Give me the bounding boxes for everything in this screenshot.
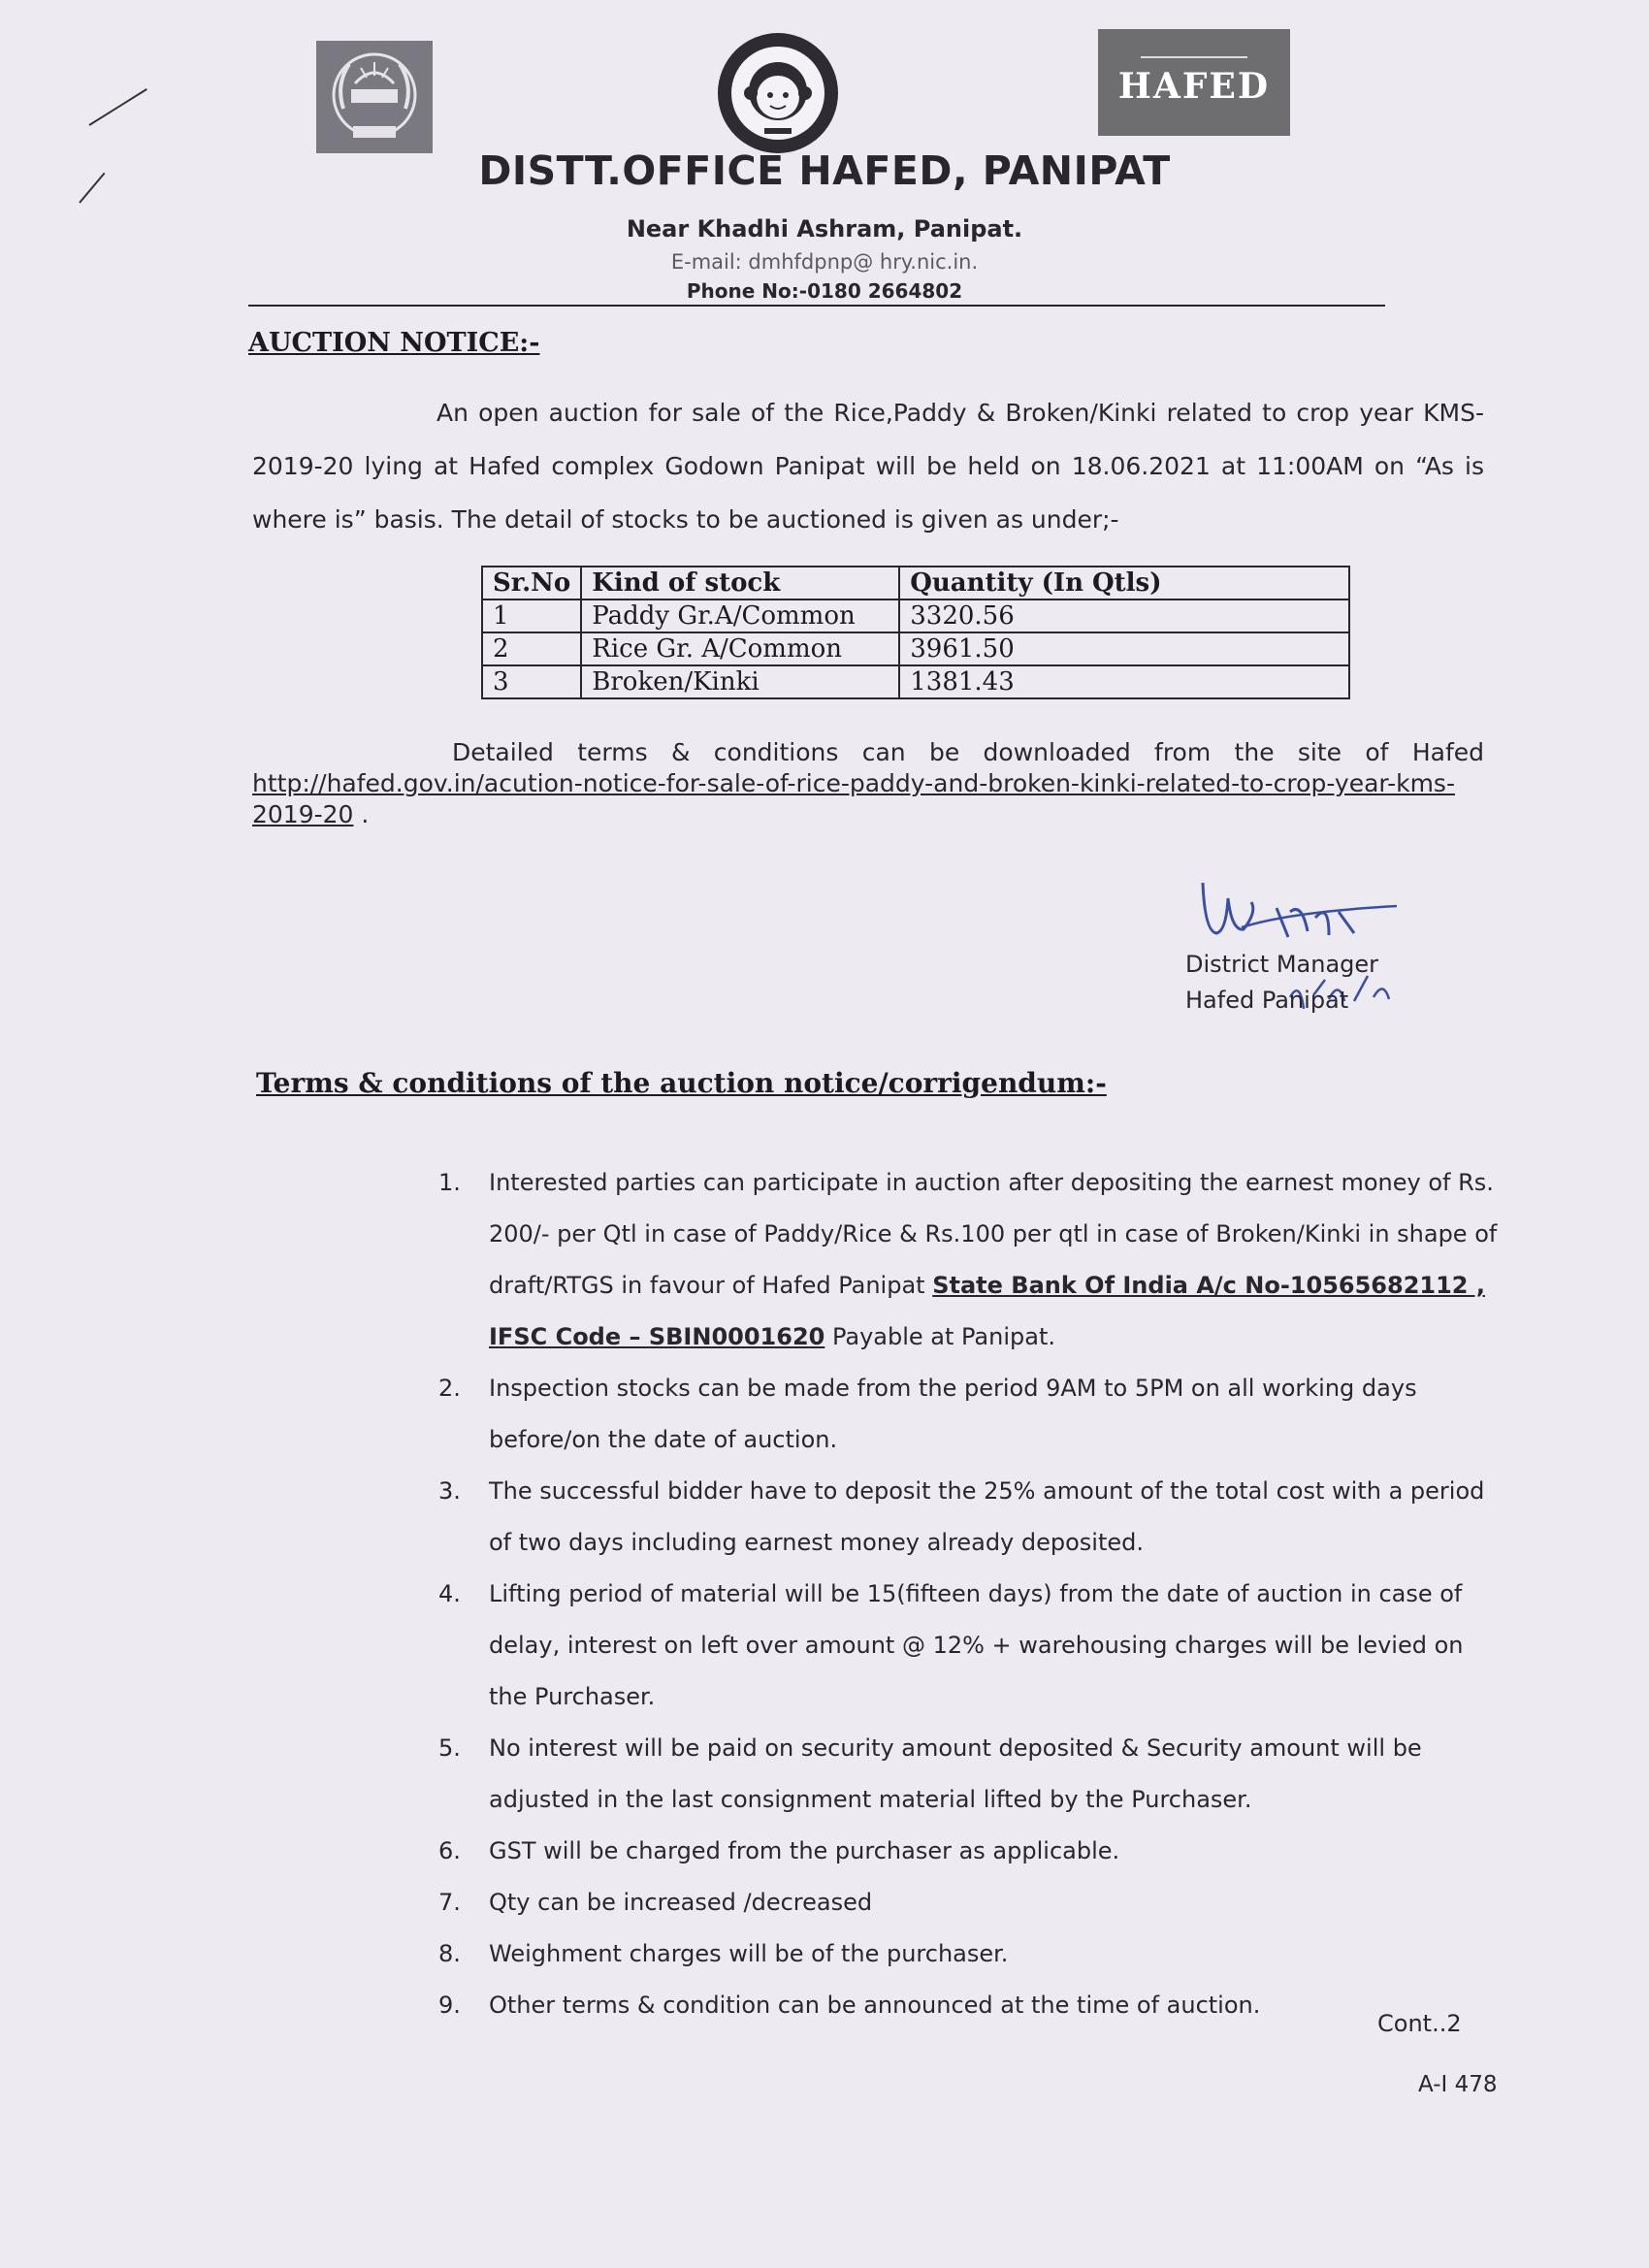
list-item [436,1363,1504,1466]
terms-download-link[interactable]: http://hafed.gov.in/acution-notice-for-sale-of-rice-paddy-and-broken-kinki-related-to-crop-year-kms-2019-20 [252,769,1455,828]
table-row [482,632,1349,665]
download-paragraph [252,737,1484,830]
table-row [482,599,1349,632]
girl-child-logo [714,29,842,157]
term-number: 8. [438,1940,461,1967]
list-item [436,1569,1504,1723]
term-number: 3. [438,1477,461,1505]
term-text: Interested parties can participate in auction after depositing the earnest money of Rs. 200/- per Qtl in case of Paddy/Rice & Rs.100 per qtl in case of Broken/Kinki in shape of draft/RTGS in favour of Hafed Panipat [489,1169,1498,1299]
header-kind-of-stock: Kind of stock [581,567,899,599]
header-divider [248,305,1385,307]
bank-details: State Bank Of India A/c No-10565682112 , IFSC Code – SBIN0001620 [489,1272,1485,1350]
header-sr-no: Sr.No [482,567,581,599]
term-text: Other terms & condition can be announced at the time of auction. [489,1992,1261,2019]
hafed-logo-text: HAFED [1117,66,1271,107]
list-item [436,1826,1504,1877]
cell-sr-no: 3 [482,665,581,698]
terms-list [436,1157,1504,2031]
cell-kind: Broken/Kinki [581,665,899,698]
term-text: Weighment charges will be of the purchaser. [489,1940,1009,1967]
list-item [436,1877,1504,1928]
office-address: Near Khadhi Ashram, Panipat. [626,215,1023,243]
table-header-row [482,567,1349,599]
term-text: Lifting period of material will be 15(fifteen days) from the date of auction in case of delay, interest on left over amount @ 12% + warehousing charges will be levied on the Purchaser. [489,1580,1464,1710]
term-number: 9. [438,1992,461,2019]
haryana-emblem-logo [316,41,433,153]
auction-intro-paragraph: An open auction for sale of the Rice,Paddy & Broken/Kinki related to crop year KMS-2019-20 lying at Hafed complex Godown Panipat will be held on 18.06.2021 at 11:00AM on “As is where is” basis. The detail of stocks to be auctioned is given as under;- [252,399,1484,534]
signatory-office: Hafed Panipat [1185,987,1349,1014]
term-text: Qty can be increased /decreased [489,1889,873,1916]
list-item [436,1723,1504,1826]
pen-mark [88,88,146,126]
logo-ornament [1141,56,1247,58]
signatory-role: District Manager [1185,951,1379,978]
list-item [436,1928,1504,1980]
cell-sr-no: 1 [482,599,581,632]
cell-quantity: 3961.50 [899,632,1349,665]
continued-marker: Cont..2 [1377,2010,1462,2037]
header-quantity: Quantity (In Qtls) [899,567,1349,599]
cell-kind: Rice Gr. A/Common [581,632,899,665]
term-text: The successful bidder have to deposit the 25% amount of the total cost with a period of two days including earnest money already deposited. [489,1477,1485,1556]
term-number: 5. [438,1734,461,1762]
list-item [436,1980,1504,2031]
term-text: GST will be charged from the purchaser as applicable. [489,1837,1120,1864]
cell-quantity: 3320.56 [899,599,1349,632]
stock-table [481,566,1350,699]
term-number: 6. [438,1837,461,1864]
hafed-logo [1098,29,1290,136]
download-trailing: . [361,800,370,828]
wreath-icon [316,41,433,153]
terms-heading: Terms & conditions of the auction notice/corrigendum:- [256,1067,1107,1099]
office-email: E-mail: dmhfdpnp@ hry.nic.in. [670,250,979,274]
list-item [436,1157,1504,1363]
term-text: No interest will be paid on security amount deposited & Security amount will be adjusted in the last consignment material lifted by the Purchaser. [489,1734,1422,1813]
auction-notice-heading: AUCTION NOTICE:- [248,328,540,358]
cell-quantity: 1381.43 [899,665,1349,698]
table-row [482,665,1349,698]
download-text: Detailed terms & conditions can be downloaded from the site of Hafed [452,738,1484,766]
term-number: 1. [438,1169,461,1196]
term-number: 4. [438,1580,461,1607]
reference-number: A-I 478 [1418,2072,1498,2097]
list-item [436,1466,1504,1569]
term-text: Inspection stocks can be made from the period 9AM to 5PM on all working days before/on the date of auction. [489,1375,1417,1453]
cell-kind: Paddy Gr.A/Common [581,599,899,632]
term-number: 7. [438,1889,461,1916]
cell-sr-no: 2 [482,632,581,665]
office-phone: Phone No:-0180 2664802 [686,279,963,303]
girl-face-icon [714,29,842,157]
office-title: DISTT.OFFICE HAFED, PANIPAT [478,147,1171,194]
term-tail: Payable at Panipat. [831,1323,1055,1350]
term-number: 2. [438,1375,461,1402]
